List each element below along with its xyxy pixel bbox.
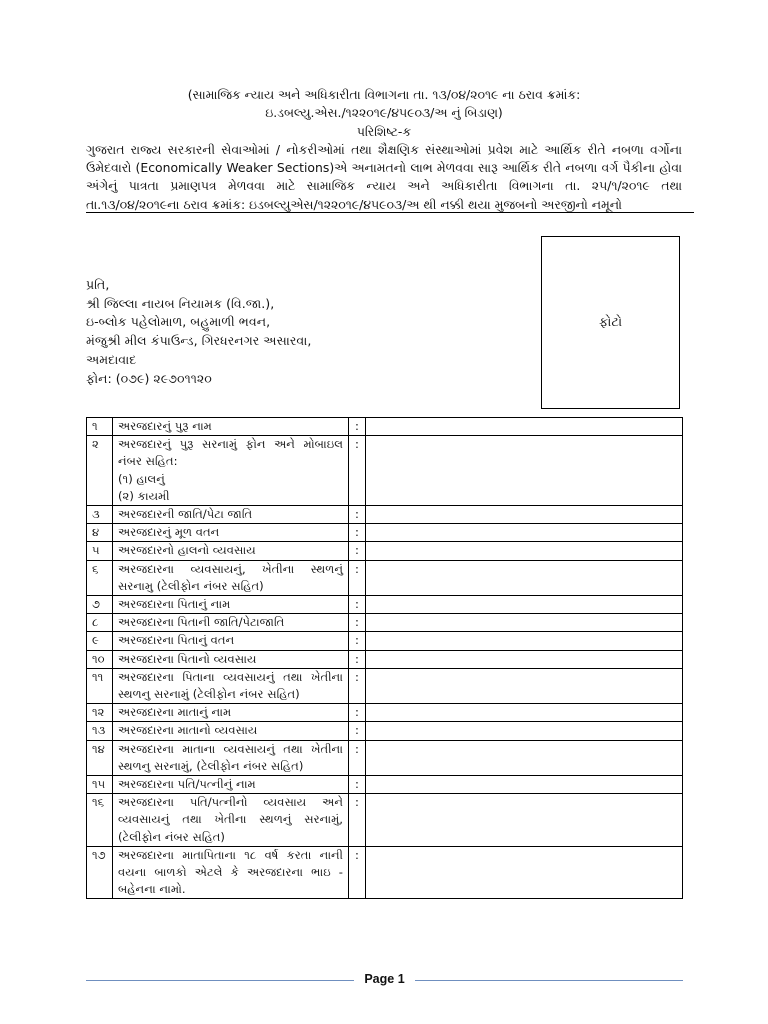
table-row: [87, 542, 683, 560]
row-label: અરજદારના માતાનું નામ: [113, 704, 349, 722]
table-row: [87, 524, 683, 542]
row-label: અરજદારની જાતિ/પેટા જાતિ: [113, 506, 349, 524]
table-row: [87, 506, 683, 524]
table-row: [87, 596, 683, 614]
table-row: [87, 668, 683, 703]
application-form-table: [86, 417, 683, 899]
row-label: અરજદારના પિતાના વ્યવસાયનું તથા ખેતીના સ્થળનુ સરનામું (ટેલીફોન નંબર સહિત): [113, 668, 349, 703]
table-row: [87, 846, 683, 899]
row-value-field[interactable]: [366, 668, 683, 703]
row-number: ૧૦: [87, 650, 113, 668]
row-number: ૧૨: [87, 704, 113, 722]
intro-paragraph-line: ગુજરાત રાજ્ય સરકારની સેવાઓમાં / નોકરીઓમાં તથા શૈક્ષણિક સંસ્થાઓમાં પ્રવેશ માટે આર્થિક રીતે નબળા વર્ગોના: [86, 141, 682, 157]
row-label: અરજદારનું મૂળ વતન: [113, 524, 349, 542]
row-colon: :: [349, 722, 366, 740]
row-number: ૧૫: [87, 776, 113, 794]
row-value-field[interactable]: [366, 776, 683, 794]
row-colon: :: [349, 560, 366, 595]
address-phone: ફોન: (૦૭૯) ૨૯૭૦૧૧૨૦: [86, 370, 212, 386]
row-label: અરજદારના માતાનો વ્યવસાય: [113, 722, 349, 740]
table-row: [87, 560, 683, 595]
row-label: અરજદારનો હાલનો વ્યવસાય: [113, 542, 349, 560]
table-row: [87, 776, 683, 794]
row-label: અરજદારના પતિ/પત્નીનું નામ: [113, 776, 349, 794]
row-colon: :: [349, 542, 366, 560]
row-label-address: [113, 436, 349, 506]
address-line: પ્રતિ,: [86, 277, 110, 292]
table-row: [87, 794, 683, 847]
intro-paragraph-line: તા.૧૩/૦૪/૨૦૧૯ના ઠરાવ ક્રમાંક: ઇડબલ્યુએસ/૧૨૨૦૧૯/૪૫૯૦૩/અ થી નક્કી થયા મુજબનો અરજીનો નમૂનો: [86, 196, 623, 212]
row-label: અરજદારના માતાના વ્યવસાયનું તથા ખેતીના સ્થળનુ સરનામું, (ટેલીફોન નંબર સહિત): [113, 740, 349, 775]
row-value-field[interactable]: [366, 436, 683, 506]
appendix-title: પરિશિષ્ટ-ક: [356, 123, 412, 139]
row-number: ૧૧: [87, 668, 113, 703]
row-colon: :: [349, 776, 366, 794]
row-colon: :: [349, 436, 366, 506]
row-number: ૪: [87, 524, 113, 542]
header-divider: [86, 212, 694, 213]
row-colon: :: [349, 614, 366, 632]
row-label: અરજદારના પિતાનું નામ: [113, 596, 349, 614]
row-colon: :: [349, 632, 366, 650]
table-row: [87, 650, 683, 668]
table-row: [87, 418, 683, 436]
row-value-field[interactable]: [366, 794, 683, 847]
row-colon: :: [349, 650, 366, 668]
row-value-field[interactable]: [366, 524, 683, 542]
resolution-reference-line: (સામાજિક ન્યાય અને અધિકારીતા વિભાગના તા. ૧૩/૦૪/૨૦૧૯ ના ઠરાવ ક્રમાંક:: [187, 87, 581, 102]
address-line: મંજુશ્રી મીલ કંપાઉન્ડ, ગિરધરનગર અસારવા,: [86, 333, 312, 349]
address-line: શ્રી જિલ્લા નાયબ નિયામક (વિ.જા.),: [86, 295, 275, 311]
row-value-field[interactable]: [366, 632, 683, 650]
row-label: અરજદારના માતાપિતાના ૧૮ વર્ષ કરતા નાની વયના બાળકો એટલે કે અરજદારના ભાઇ - બહેનના નામો.: [113, 846, 349, 899]
row-sublabel-permanent: (૨) કાયમી: [118, 488, 170, 503]
table-row: [87, 632, 683, 650]
row-value-field[interactable]: [366, 704, 683, 722]
table-row: [87, 722, 683, 740]
row-colon: :: [349, 846, 366, 899]
photo-box: [541, 236, 680, 409]
row-colon: :: [349, 668, 366, 703]
document-header: [86, 86, 682, 214]
address-line: ઇ-બ્લોક પહેલોમાળ, બહુમાળી ભવન,: [86, 314, 271, 330]
row-label: અરજદારના પિતાની જાતિ/પેટાજાતિ: [113, 614, 349, 632]
photo-label: ફોટો: [598, 315, 623, 330]
intro-paragraph-line: અંગેનું પાત્રતા પ્રમાણપત્ર મેળવવા માટે સામાજિક ન્યાય અને અધિકારીતા વિભાગના તા. ૨૫/૧/૨૦૧૯ તથા: [86, 178, 682, 194]
row-value-field[interactable]: [366, 650, 683, 668]
row-number: ૬: [87, 560, 113, 595]
row-value-field[interactable]: [366, 722, 683, 740]
row-value-field[interactable]: [366, 846, 683, 899]
table-row: [87, 436, 683, 506]
row-label: અરજદારના પિતાનો વ્યવસાય: [113, 650, 349, 668]
intro-paragraph-line: ઉમેદવારો (Economically Weaker Sections)એ અનામતનો લાભ મેળવવા સારૂ આર્થિક રીતે નબળા વર્ગ પૈકીના હોવા: [86, 160, 682, 176]
row-colon: :: [349, 794, 366, 847]
table-row: [87, 740, 683, 775]
row-number: ૨: [87, 436, 113, 506]
row-value-field[interactable]: [366, 740, 683, 775]
row-label: અરજદારનું પુરૂ સરનામું ફોન અને મોબાઇલ નંબર સહિત:: [118, 437, 343, 469]
row-value-field[interactable]: [366, 418, 683, 436]
row-value-field[interactable]: [366, 506, 683, 524]
table-row: [87, 614, 683, 632]
row-label: અરજદારના પિતાનું વતન: [113, 632, 349, 650]
recipient-address: [86, 276, 311, 388]
row-value-field[interactable]: [366, 542, 683, 560]
row-value-field[interactable]: [366, 614, 683, 632]
row-number: ૯: [87, 632, 113, 650]
row-value-field[interactable]: [366, 560, 683, 595]
table-row: [87, 704, 683, 722]
footer-rule-right: [415, 980, 683, 981]
row-colon: :: [349, 524, 366, 542]
row-sublabel-current: (૧) હાલનું: [118, 471, 165, 486]
row-number: ૩: [87, 506, 113, 524]
row-number: ૫: [87, 542, 113, 560]
row-number: ૧૪: [87, 740, 113, 775]
row-number: ૮: [87, 614, 113, 632]
row-value-field[interactable]: [366, 596, 683, 614]
row-colon: :: [349, 418, 366, 436]
row-colon: :: [349, 596, 366, 614]
row-number: ૧૭: [87, 846, 113, 899]
page-number: Page 1: [364, 972, 405, 986]
page-footer: [86, 970, 683, 990]
row-colon: :: [349, 506, 366, 524]
row-number: ૧: [87, 418, 113, 436]
row-label: અરજદારના વ્યવસાયનું, ખેતીના સ્થળનું સરનામુ (ટેલીફોન નંબર સહિત): [113, 560, 349, 595]
row-colon: :: [349, 740, 366, 775]
row-number: ૧૬: [87, 794, 113, 847]
row-label: અરજદારના પતિ/પત્નીનો વ્યવસાય અને વ્યવસાયનું તથા ખેતીના સ્થળનું સરનામું, (ટેલીફોન નંબર સહિત): [113, 794, 349, 847]
row-number: ૭: [87, 596, 113, 614]
row-label: અરજદારનું પુરૂ નામ: [113, 418, 349, 436]
resolution-number-line: ઇ.ડબલ્યુ.એસ./૧૨૨૦૧૯/૪૫૯૦૩/અ નું બિડાણ): [265, 105, 503, 121]
address-line: અમદાવાદ: [86, 351, 137, 367]
row-number: ૧૩: [87, 722, 113, 740]
row-colon: :: [349, 704, 366, 722]
